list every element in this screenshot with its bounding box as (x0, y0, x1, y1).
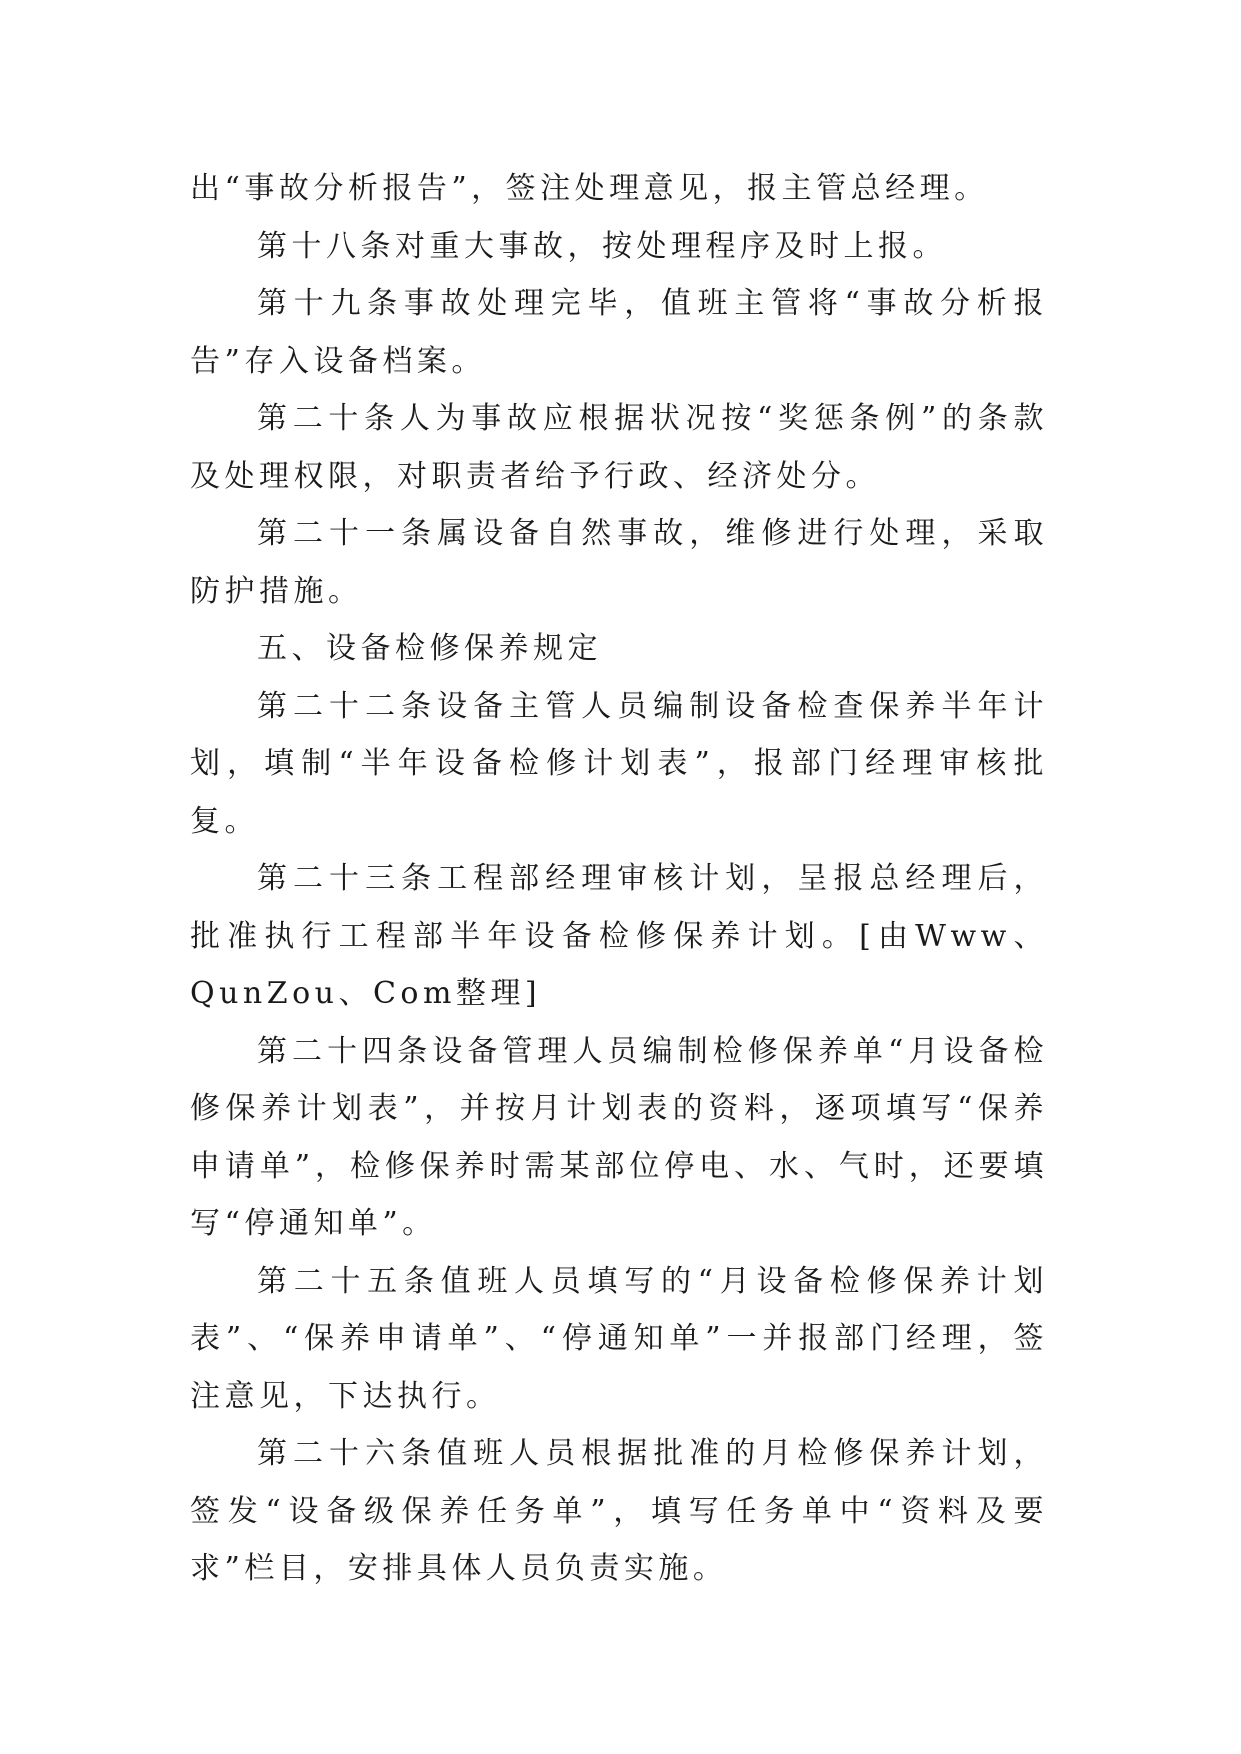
paragraph-article-26: 第二十六条值班人员根据批准的月检修保养计划，签发“设备级保养任务单”，填写任务单中“资料及要求”栏目，安排具体人员负责实施。 (190, 1436, 1048, 1586)
paragraph-article-19: 第十九条事故处理完毕，值班主管将“事故分析报告”存入设备档案。 (190, 286, 1048, 379)
paragraph-article-22: 第二十二条设备主管人员编制设备检查保养半年计划，填制“半年设备检修计划表”，报部门经理审核批复。 (190, 688, 1048, 839)
paragraph-article-18: 第十八条对重大事故，按处理程序及时上报。 (257, 228, 947, 264)
document-body (190, 160, 1048, 1598)
paragraph-article-25: 第二十五条值班人员填写的“月设备检修保养计划表”、“保养申请单”、“停通知单”一并报部门经理，签注意见，下达执行。 (190, 1263, 1048, 1414)
paragraph-article-21: 第二十一条属设备自然事故，维修进行处理，采取防护措施。 (190, 516, 1048, 609)
paragraph-article-20: 第二十条人为事故应根据状况按“奖惩条例”的条款及处理权限，对职责者给予行政、经济处分。 (190, 401, 1048, 494)
paragraph-0: 出“事故分析报告”，签注处理意见，报主管总经理。 (190, 171, 989, 206)
paragraph-article-23: 第二十三条工程部经理审核计划，呈报总经理后，批准执行工程部半年设备检修保养计划。[由Www、QunZou、Com整理] (190, 861, 1048, 1011)
paragraph-article-24: 第二十四条设备管理人员编制检修保养单“月设备检修保养计划表”，并按月计划表的资料，逐项填写“保养申请单”，检修保养时需某部位停电、水、气时，还要填写“停通知单”。 (190, 1033, 1048, 1241)
section-heading-5: 五、设备检修保养规定 (257, 631, 602, 666)
